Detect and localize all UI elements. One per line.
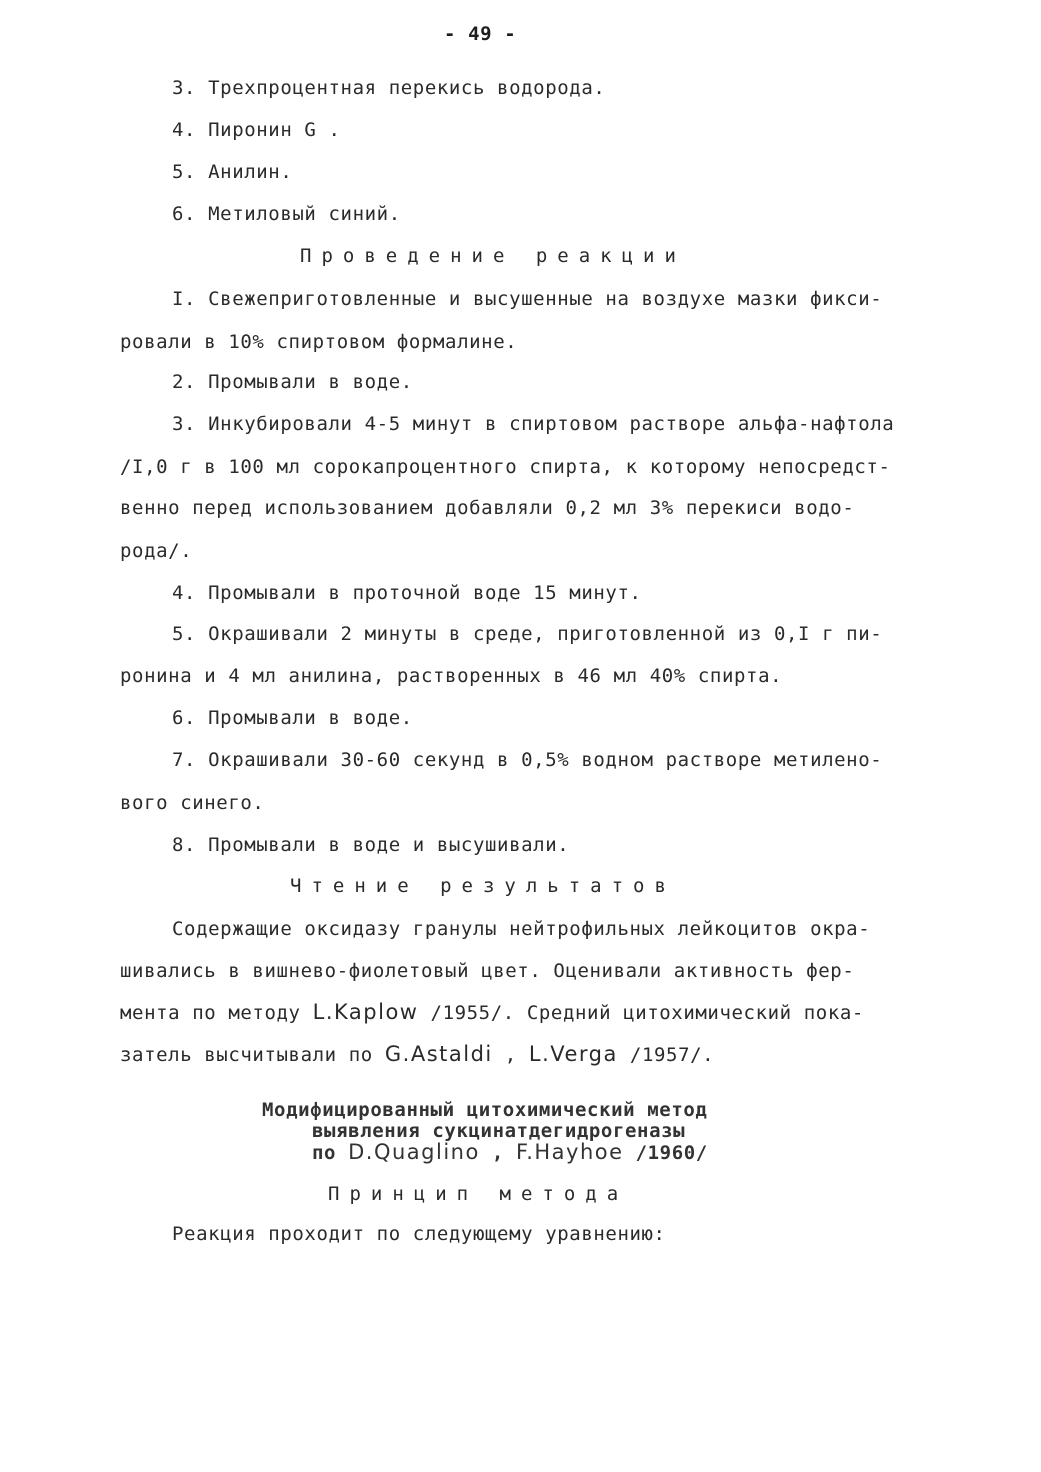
procedure-line: 3. Инкубировали 4-5 минут в спиртовом растворе альфа-нафтола — [172, 413, 895, 435]
procedure-line: I. Свежеприготовленные и высушенные на воздухе мазки фикси- — [172, 288, 883, 310]
procedure-line: 6. Промывали в воде. — [172, 707, 413, 729]
reagent-item-6: 6. Метиловый синий. — [172, 203, 401, 225]
procedure-line: венно перед использованием добавляли 0,2 мл 3% перекиси водо- — [120, 497, 855, 519]
results-text: затель высчитывали по — [120, 1044, 373, 1066]
author-name: L.Verga — [528, 1042, 618, 1066]
results-line — [120, 1042, 714, 1067]
author-name: F.Hayhoe — [515, 1140, 624, 1164]
results-line — [120, 1000, 864, 1025]
results-text: мента по методу — [120, 1002, 301, 1024]
procedure-line: 5. Окрашивали 2 минуты в среде, приготовленной из 0,I г пи- — [172, 623, 883, 645]
reagent-item-3: 3. Трехпроцентная перекись водорода. — [172, 77, 606, 99]
method-title-line: выявления сукцинатдегидрогеназы — [312, 1120, 686, 1142]
author-name: D.Quaglino — [348, 1140, 480, 1164]
procedure-line: 4. Промывали в проточной воде 15 минут. — [172, 582, 642, 604]
principle-heading: Принцип метода — [328, 1183, 629, 1205]
method-title-line — [312, 1140, 708, 1165]
procedure-line: 2. Промывали в воде. — [172, 371, 413, 393]
method-title-text: /1960/ — [635, 1142, 708, 1164]
procedure-line: рода/. — [120, 540, 193, 562]
method-title-text: , — [491, 1142, 504, 1164]
results-heading: Чтение результатов — [290, 875, 676, 897]
results-text: , — [504, 1044, 517, 1066]
results-line: Содержащие оксидазу гранулы нейтрофильных лейкоцитов окра- — [172, 918, 871, 940]
procedure-line: /I,0 г в 100 мл сорокапроцентного спирта, к которому непосредст- — [120, 456, 891, 478]
author-name: L.Kaplow — [312, 1000, 419, 1024]
principle-text: Реакция проходит по следующему уравнению: — [172, 1223, 666, 1245]
procedure-heading: Проведение реакции — [300, 245, 686, 267]
reagent-item-4: 4. Пиронин G . — [172, 119, 341, 141]
method-title-text: по — [312, 1142, 337, 1164]
procedure-line: ронина и 4 мл анилина, растворенных в 46 мл 40% спирта. — [120, 665, 783, 687]
procedure-line: вого синего. — [120, 792, 265, 814]
results-text: /1957/. — [629, 1044, 715, 1066]
reagent-item-5: 5. Анилин. — [172, 161, 293, 183]
procedure-line: 7. Окрашивали 30-60 секунд в 0,5% водном растворе метилено- — [172, 749, 883, 771]
procedure-line: ровали в 10% спиртовом формалине. — [120, 331, 518, 353]
author-name: G.Astaldi — [384, 1042, 493, 1066]
results-line: шивались в вишнево-фиолетовый цвет. Оценивали активность фер- — [120, 960, 855, 982]
method-title-line: Модифицированный цитохимический метод — [262, 1099, 708, 1121]
procedure-line: 8. Промывали в воде и высушивали. — [172, 834, 570, 856]
results-text: /1955/. Средний цитохимический пока- — [430, 1002, 864, 1024]
page-number: - 49 - — [444, 23, 517, 45]
